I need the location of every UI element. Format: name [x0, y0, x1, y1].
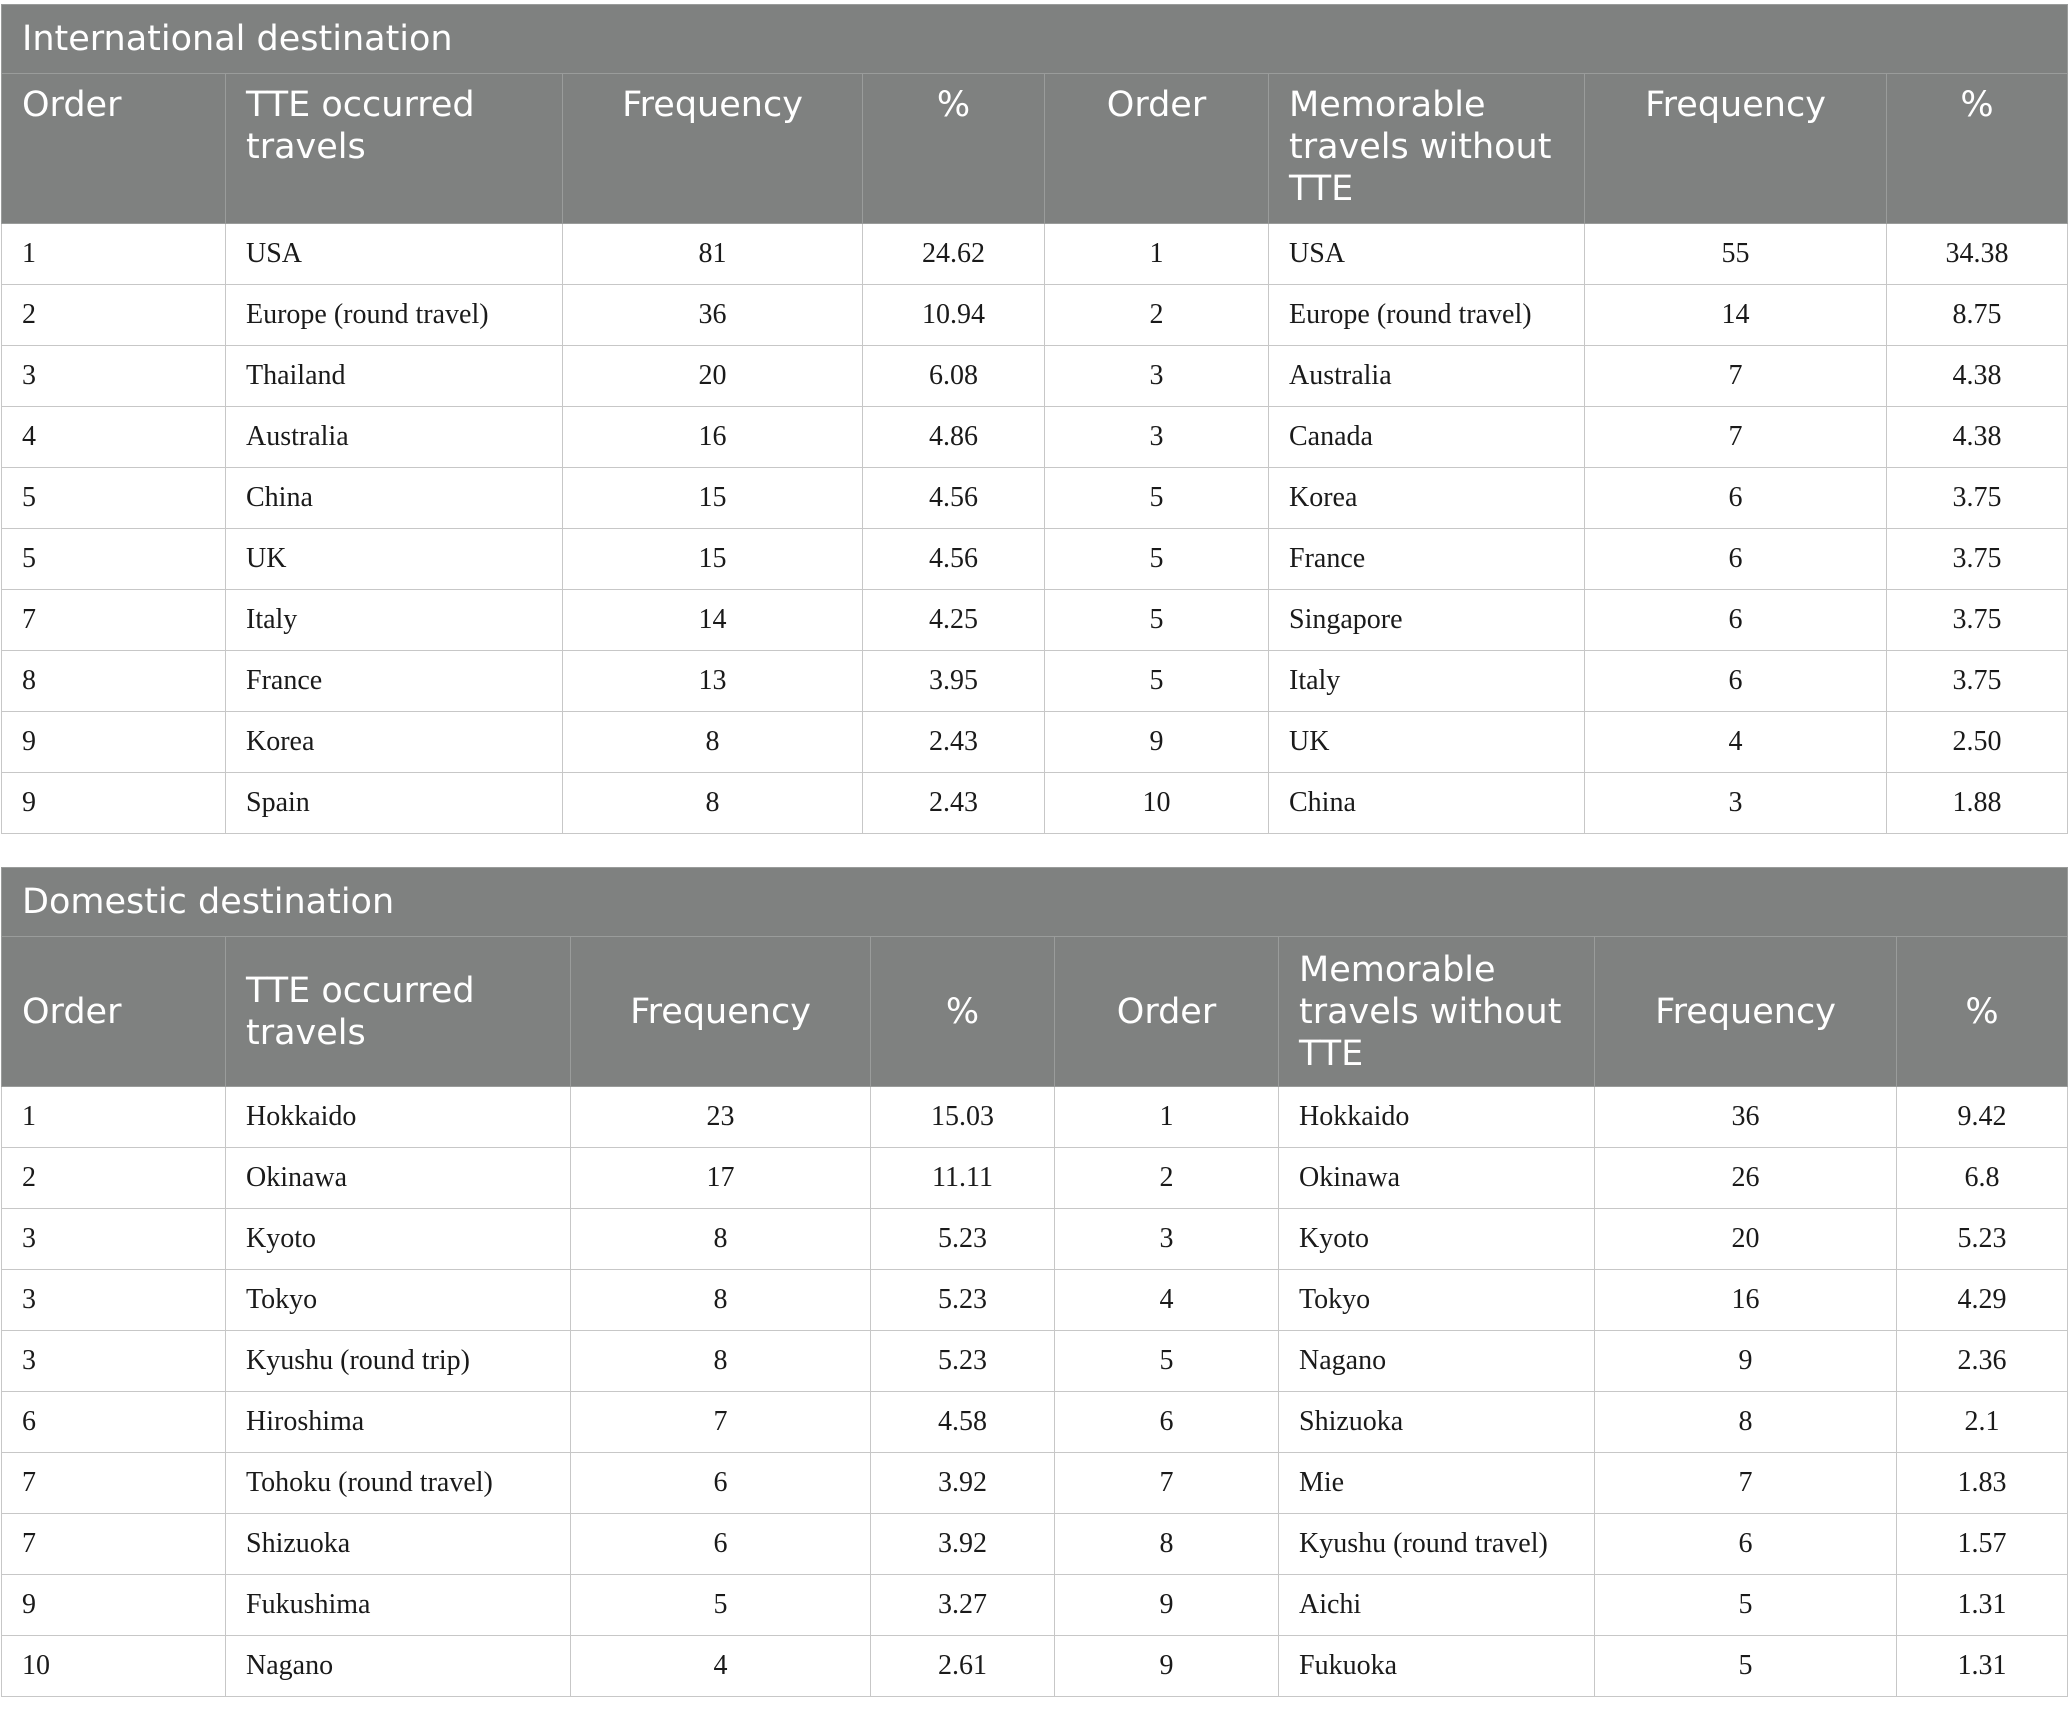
cell-frequency-memorable: 16 [1595, 1270, 1897, 1331]
domestic-header-row [2, 937, 2068, 1087]
cell-memorable-destination: Shizuoka [1279, 1392, 1595, 1453]
cell-frequency-memorable: 9 [1595, 1331, 1897, 1392]
cell-tte-destination: Hokkaido [226, 1087, 571, 1148]
cell-frequency-tte: 81 [563, 224, 863, 285]
cell-percent-tte: 4.56 [863, 468, 1045, 529]
cell-order-memorable: 8 [1055, 1514, 1279, 1575]
header-tte-travels: TTE occurred travels [226, 74, 563, 224]
cell-frequency-tte: 36 [563, 285, 863, 346]
cell-tte-destination: UK [226, 529, 563, 590]
cell-memorable-destination: USA [1269, 224, 1585, 285]
cell-frequency-tte: 8 [563, 773, 863, 834]
cell-percent-tte: 5.23 [871, 1331, 1055, 1392]
table-row [2, 1087, 2068, 1148]
domestic-table-section [1, 867, 2067, 1697]
header-frequency-memorable: Frequency [1585, 74, 1887, 224]
cell-memorable-destination: Okinawa [1279, 1148, 1595, 1209]
cell-order-memorable: 1 [1045, 224, 1269, 285]
cell-tte-destination: Tokyo [226, 1270, 571, 1331]
cell-order-tte: 9 [2, 773, 226, 834]
cell-percent-memorable: 1.88 [1887, 773, 2068, 834]
cell-memorable-destination: Aichi [1279, 1575, 1595, 1636]
cell-frequency-memorable: 6 [1585, 590, 1887, 651]
cell-frequency-memorable: 7 [1585, 407, 1887, 468]
cell-order-tte: 3 [2, 1209, 226, 1270]
table-row [2, 1148, 2068, 1209]
cell-percent-tte: 4.86 [863, 407, 1045, 468]
cell-frequency-memorable: 26 [1595, 1148, 1897, 1209]
header-order-tte: Order [2, 74, 226, 224]
cell-order-tte: 4 [2, 407, 226, 468]
cell-frequency-tte: 5 [571, 1575, 871, 1636]
cell-percent-memorable: 3.75 [1887, 468, 2068, 529]
cell-tte-destination: Italy [226, 590, 563, 651]
cell-frequency-memorable: 4 [1585, 712, 1887, 773]
cell-frequency-memorable: 6 [1585, 651, 1887, 712]
table-row [2, 407, 2068, 468]
cell-memorable-destination: Australia [1269, 346, 1585, 407]
cell-order-memorable: 5 [1045, 590, 1269, 651]
international-title-row [2, 5, 2068, 74]
table-row [2, 1270, 2068, 1331]
cell-order-tte: 6 [2, 1392, 226, 1453]
cell-frequency-memorable: 5 [1595, 1575, 1897, 1636]
cell-frequency-tte: 8 [571, 1270, 871, 1331]
cell-memorable-destination: Italy [1269, 651, 1585, 712]
cell-tte-destination: Europe (round travel) [226, 285, 563, 346]
cell-percent-tte: 3.92 [871, 1514, 1055, 1575]
cell-order-tte: 9 [2, 712, 226, 773]
cell-tte-destination: Australia [226, 407, 563, 468]
table-row [2, 285, 2068, 346]
table-row [2, 773, 2068, 834]
cell-frequency-tte: 4 [571, 1636, 871, 1697]
cell-frequency-tte: 6 [571, 1453, 871, 1514]
cell-percent-tte: 10.94 [863, 285, 1045, 346]
cell-tte-destination: Okinawa [226, 1148, 571, 1209]
cell-percent-memorable: 4.38 [1887, 407, 2068, 468]
cell-memorable-destination: Hokkaido [1279, 1087, 1595, 1148]
international-table [1, 4, 2068, 834]
cell-tte-destination: Thailand [226, 346, 563, 407]
table-row [2, 346, 2068, 407]
cell-order-tte: 3 [2, 346, 226, 407]
cell-percent-tte: 3.95 [863, 651, 1045, 712]
cell-frequency-tte: 15 [563, 468, 863, 529]
international-header-row [2, 74, 2068, 224]
cell-frequency-memorable: 20 [1595, 1209, 1897, 1270]
table-row [2, 1331, 2068, 1392]
header-percent-memorable: % [1887, 74, 2068, 224]
cell-order-tte: 7 [2, 1453, 226, 1514]
cell-frequency-memorable: 5 [1595, 1636, 1897, 1697]
cell-memorable-destination: Fukuoka [1279, 1636, 1595, 1697]
cell-memorable-destination: Korea [1269, 468, 1585, 529]
cell-frequency-memorable: 7 [1585, 346, 1887, 407]
cell-frequency-tte: 8 [571, 1331, 871, 1392]
cell-frequency-tte: 6 [571, 1514, 871, 1575]
cell-order-memorable: 9 [1045, 712, 1269, 773]
header-memorable-travels: Memorable travels without TTE [1279, 937, 1595, 1087]
cell-percent-tte: 2.43 [863, 712, 1045, 773]
cell-order-memorable: 7 [1055, 1453, 1279, 1514]
cell-memorable-destination: Singapore [1269, 590, 1585, 651]
cell-frequency-tte: 14 [563, 590, 863, 651]
cell-frequency-memorable: 6 [1585, 468, 1887, 529]
domestic-table-body [2, 1087, 2068, 1697]
cell-percent-tte: 15.03 [871, 1087, 1055, 1148]
cell-percent-tte: 5.23 [871, 1270, 1055, 1331]
cell-tte-destination: China [226, 468, 563, 529]
cell-tte-destination: Korea [226, 712, 563, 773]
cell-percent-memorable: 2.50 [1887, 712, 2068, 773]
cell-percent-memorable: 2.1 [1897, 1392, 2068, 1453]
table-row [2, 1453, 2068, 1514]
cell-percent-memorable: 4.38 [1887, 346, 2068, 407]
cell-percent-tte: 11.11 [871, 1148, 1055, 1209]
cell-order-tte: 1 [2, 1087, 226, 1148]
cell-percent-tte: 3.92 [871, 1453, 1055, 1514]
cell-order-memorable: 1 [1055, 1087, 1279, 1148]
cell-frequency-tte: 16 [563, 407, 863, 468]
cell-percent-tte: 2.43 [863, 773, 1045, 834]
cell-order-memorable: 2 [1055, 1148, 1279, 1209]
cell-tte-destination: Nagano [226, 1636, 571, 1697]
cell-tte-destination: USA [226, 224, 563, 285]
domestic-title: Domestic destination [2, 868, 2068, 937]
cell-percent-memorable: 3.75 [1887, 651, 2068, 712]
cell-tte-destination: France [226, 651, 563, 712]
cell-frequency-memorable: 8 [1595, 1392, 1897, 1453]
cell-percent-memorable: 2.36 [1897, 1331, 2068, 1392]
cell-order-memorable: 9 [1055, 1636, 1279, 1697]
cell-percent-memorable: 5.23 [1897, 1209, 2068, 1270]
cell-percent-tte: 4.58 [871, 1392, 1055, 1453]
cell-percent-tte: 2.61 [871, 1636, 1055, 1697]
header-frequency-tte: Frequency [563, 74, 863, 224]
cell-frequency-tte: 8 [563, 712, 863, 773]
cell-order-tte: 1 [2, 224, 226, 285]
table-row [2, 529, 2068, 590]
header-order-tte: Order [2, 937, 226, 1087]
cell-frequency-memorable: 36 [1595, 1087, 1897, 1148]
cell-order-tte: 2 [2, 1148, 226, 1209]
cell-frequency-tte: 15 [563, 529, 863, 590]
international-table-section [1, 4, 2067, 834]
domestic-table [1, 867, 2068, 1697]
cell-order-tte: 10 [2, 1636, 226, 1697]
cell-frequency-tte: 7 [571, 1392, 871, 1453]
cell-tte-destination: Kyoto [226, 1209, 571, 1270]
cell-order-memorable: 10 [1045, 773, 1269, 834]
cell-order-memorable: 5 [1045, 529, 1269, 590]
international-title: International destination [2, 5, 2068, 74]
cell-percent-memorable: 1.31 [1897, 1636, 2068, 1697]
cell-memorable-destination: Europe (round travel) [1269, 285, 1585, 346]
cell-tte-destination: Tohoku (round travel) [226, 1453, 571, 1514]
table-row [2, 1575, 2068, 1636]
cell-order-memorable: 3 [1055, 1209, 1279, 1270]
cell-order-memorable: 9 [1055, 1575, 1279, 1636]
cell-memorable-destination: UK [1269, 712, 1585, 773]
cell-percent-memorable: 4.29 [1897, 1270, 2068, 1331]
table-row [2, 712, 2068, 773]
header-tte-travels: TTE occurred travels [226, 937, 571, 1087]
table-row [2, 1636, 2068, 1697]
cell-tte-destination: Fukushima [226, 1575, 571, 1636]
cell-order-tte: 8 [2, 651, 226, 712]
cell-memorable-destination: Nagano [1279, 1331, 1595, 1392]
cell-order-tte: 9 [2, 1575, 226, 1636]
cell-tte-destination: Hiroshima [226, 1392, 571, 1453]
cell-memorable-destination: Canada [1269, 407, 1585, 468]
cell-percent-tte: 5.23 [871, 1209, 1055, 1270]
header-order-memorable: Order [1045, 74, 1269, 224]
cell-frequency-tte: 17 [571, 1148, 871, 1209]
cell-percent-tte: 4.25 [863, 590, 1045, 651]
table-row [2, 468, 2068, 529]
cell-frequency-memorable: 3 [1585, 773, 1887, 834]
cell-order-memorable: 5 [1055, 1331, 1279, 1392]
table-row [2, 1209, 2068, 1270]
cell-frequency-memorable: 14 [1585, 285, 1887, 346]
cell-order-memorable: 5 [1045, 651, 1269, 712]
cell-frequency-tte: 23 [571, 1087, 871, 1148]
table-row [2, 590, 2068, 651]
cell-order-memorable: 3 [1045, 346, 1269, 407]
cell-tte-destination: Kyushu (round trip) [226, 1331, 571, 1392]
cell-percent-memorable: 8.75 [1887, 285, 2068, 346]
header-percent-tte: % [871, 937, 1055, 1087]
cell-frequency-tte: 13 [563, 651, 863, 712]
cell-order-tte: 5 [2, 468, 226, 529]
cell-order-tte: 7 [2, 1514, 226, 1575]
table-row [2, 651, 2068, 712]
cell-frequency-memorable: 6 [1585, 529, 1887, 590]
header-frequency-memorable: Frequency [1595, 937, 1897, 1087]
cell-percent-tte: 4.56 [863, 529, 1045, 590]
cell-memorable-destination: France [1269, 529, 1585, 590]
header-percent-memorable: % [1897, 937, 2068, 1087]
header-percent-tte: % [863, 74, 1045, 224]
cell-percent-memorable: 3.75 [1887, 529, 2068, 590]
cell-memorable-destination: China [1269, 773, 1585, 834]
cell-percent-tte: 24.62 [863, 224, 1045, 285]
header-order-memorable: Order [1055, 937, 1279, 1087]
cell-order-memorable: 6 [1055, 1392, 1279, 1453]
cell-frequency-tte: 8 [571, 1209, 871, 1270]
cell-percent-memorable: 34.38 [1887, 224, 2068, 285]
cell-memorable-destination: Mie [1279, 1453, 1595, 1514]
table-row [2, 224, 2068, 285]
cell-percent-memorable: 1.83 [1897, 1453, 2068, 1514]
cell-percent-memorable: 1.31 [1897, 1575, 2068, 1636]
cell-order-memorable: 5 [1045, 468, 1269, 529]
cell-percent-tte: 6.08 [863, 346, 1045, 407]
cell-order-tte: 3 [2, 1270, 226, 1331]
cell-percent-memorable: 3.75 [1887, 590, 2068, 651]
table-row [2, 1514, 2068, 1575]
header-frequency-tte: Frequency [571, 937, 871, 1087]
international-table-body [2, 224, 2068, 834]
header-memorable-travels: Memorable travels without TTE [1269, 74, 1585, 224]
cell-frequency-tte: 20 [563, 346, 863, 407]
cell-percent-memorable: 1.57 [1897, 1514, 2068, 1575]
domestic-title-row [2, 868, 2068, 937]
cell-order-memorable: 4 [1055, 1270, 1279, 1331]
cell-order-tte: 5 [2, 529, 226, 590]
table-row [2, 1392, 2068, 1453]
cell-order-tte: 3 [2, 1331, 226, 1392]
cell-memorable-destination: Tokyo [1279, 1270, 1595, 1331]
cell-tte-destination: Spain [226, 773, 563, 834]
cell-percent-memorable: 9.42 [1897, 1087, 2068, 1148]
cell-order-tte: 2 [2, 285, 226, 346]
cell-tte-destination: Shizuoka [226, 1514, 571, 1575]
cell-memorable-destination: Kyushu (round travel) [1279, 1514, 1595, 1575]
cell-frequency-memorable: 7 [1595, 1453, 1897, 1514]
cell-order-memorable: 3 [1045, 407, 1269, 468]
cell-order-memorable: 2 [1045, 285, 1269, 346]
cell-frequency-memorable: 6 [1595, 1514, 1897, 1575]
cell-order-tte: 7 [2, 590, 226, 651]
cell-percent-memorable: 6.8 [1897, 1148, 2068, 1209]
cell-memorable-destination: Kyoto [1279, 1209, 1595, 1270]
cell-frequency-memorable: 55 [1585, 224, 1887, 285]
cell-percent-tte: 3.27 [871, 1575, 1055, 1636]
